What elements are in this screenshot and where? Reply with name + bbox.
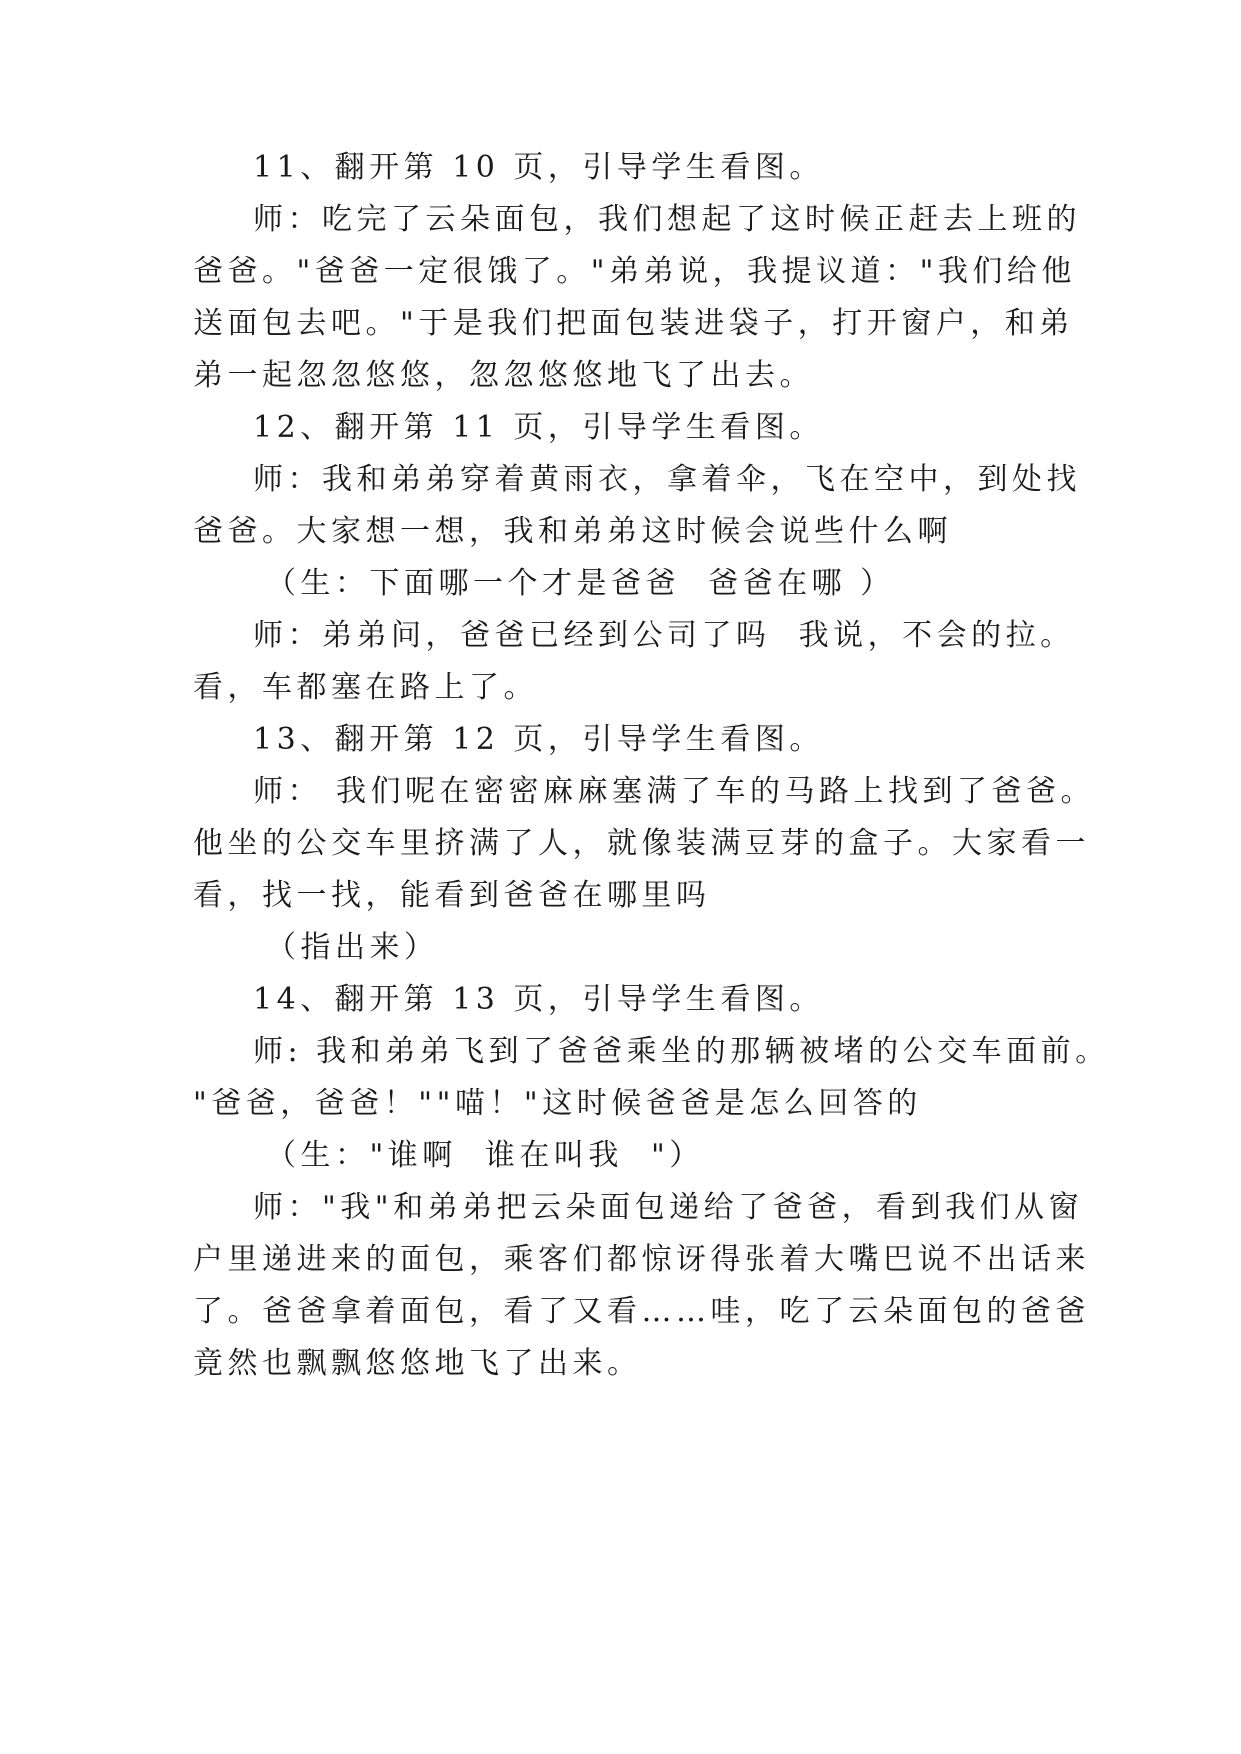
paragraph-line: 师：吃完了云朵面包，我们想起了这时候正赶去上班的	[253, 202, 1081, 237]
step-13-heading: 13、翻开第 12 页，引导学生看图。	[253, 722, 824, 757]
paragraph-line: 看，车都塞在路上了。	[193, 670, 538, 705]
student-response-line: （生：下面哪一个才是爸爸 爸爸在哪 ）	[266, 566, 895, 601]
student-response-line: （生："谁啊 谁在叫我 "）	[266, 1138, 704, 1173]
paragraph-line: 了。爸爸拿着面包，看了又看……哇，吃了云朵面包的爸爸	[193, 1294, 1090, 1329]
student-response-line: （指出来）	[266, 930, 439, 965]
step-14-heading: 14、翻开第 13 页，引导学生看图。	[253, 982, 824, 1017]
paragraph-line: 送面包去吧。"于是我们把面包装进袋子，打开窗户，和弟	[193, 306, 1074, 341]
step-11-heading: 11、翻开第 10 页，引导学生看图。	[253, 150, 824, 185]
paragraph-line: 师：我和弟弟穿着黄雨衣，拿着伞，飞在空中，到处找	[253, 462, 1081, 497]
paragraph-line: 师: 我和弟弟飞到了爸爸乘坐的那辆被堵的公交车面前。	[253, 1034, 1110, 1069]
paragraph-line: 爸爸。"爸爸一定很饿了。"弟弟说，我提议道："我们给他	[193, 254, 1076, 289]
paragraph-line: 师： 我们呢在密密麻麻塞满了车的马路上找到了爸爸。	[253, 774, 1096, 809]
paragraph-line: 爸爸。大家想一想，我和弟弟这时候会说些什么啊	[193, 514, 952, 549]
paragraph-line: "爸爸，爸爸！""喵！"这时候爸爸是怎么回答的	[193, 1086, 922, 1121]
paragraph-line: 户里递进来的面包，乘客们都惊讶得张着大嘴巴说不出话来	[193, 1242, 1090, 1277]
paragraph-line: 师：弟弟问，爸爸已经到公司了吗 我说，不会的拉。	[253, 618, 1075, 653]
paragraph-line: 他坐的公交车里挤满了人，就像装满豆芽的盒子。大家看一	[193, 826, 1090, 861]
paragraph-line: 看，找一找，能看到爸爸在哪里吗	[193, 878, 711, 913]
paragraph-line: 弟一起忽忽悠悠，忽忽悠悠地飞了出去。	[193, 358, 814, 393]
paragraph-line: 师："我"和弟弟把云朵面包递给了爸爸，看到我们从窗	[253, 1190, 1084, 1225]
step-12-heading: 12、翻开第 11 页，引导学生看图。	[253, 410, 824, 445]
paragraph-line: 竟然也飘飘悠悠地飞了出来。	[193, 1346, 642, 1381]
